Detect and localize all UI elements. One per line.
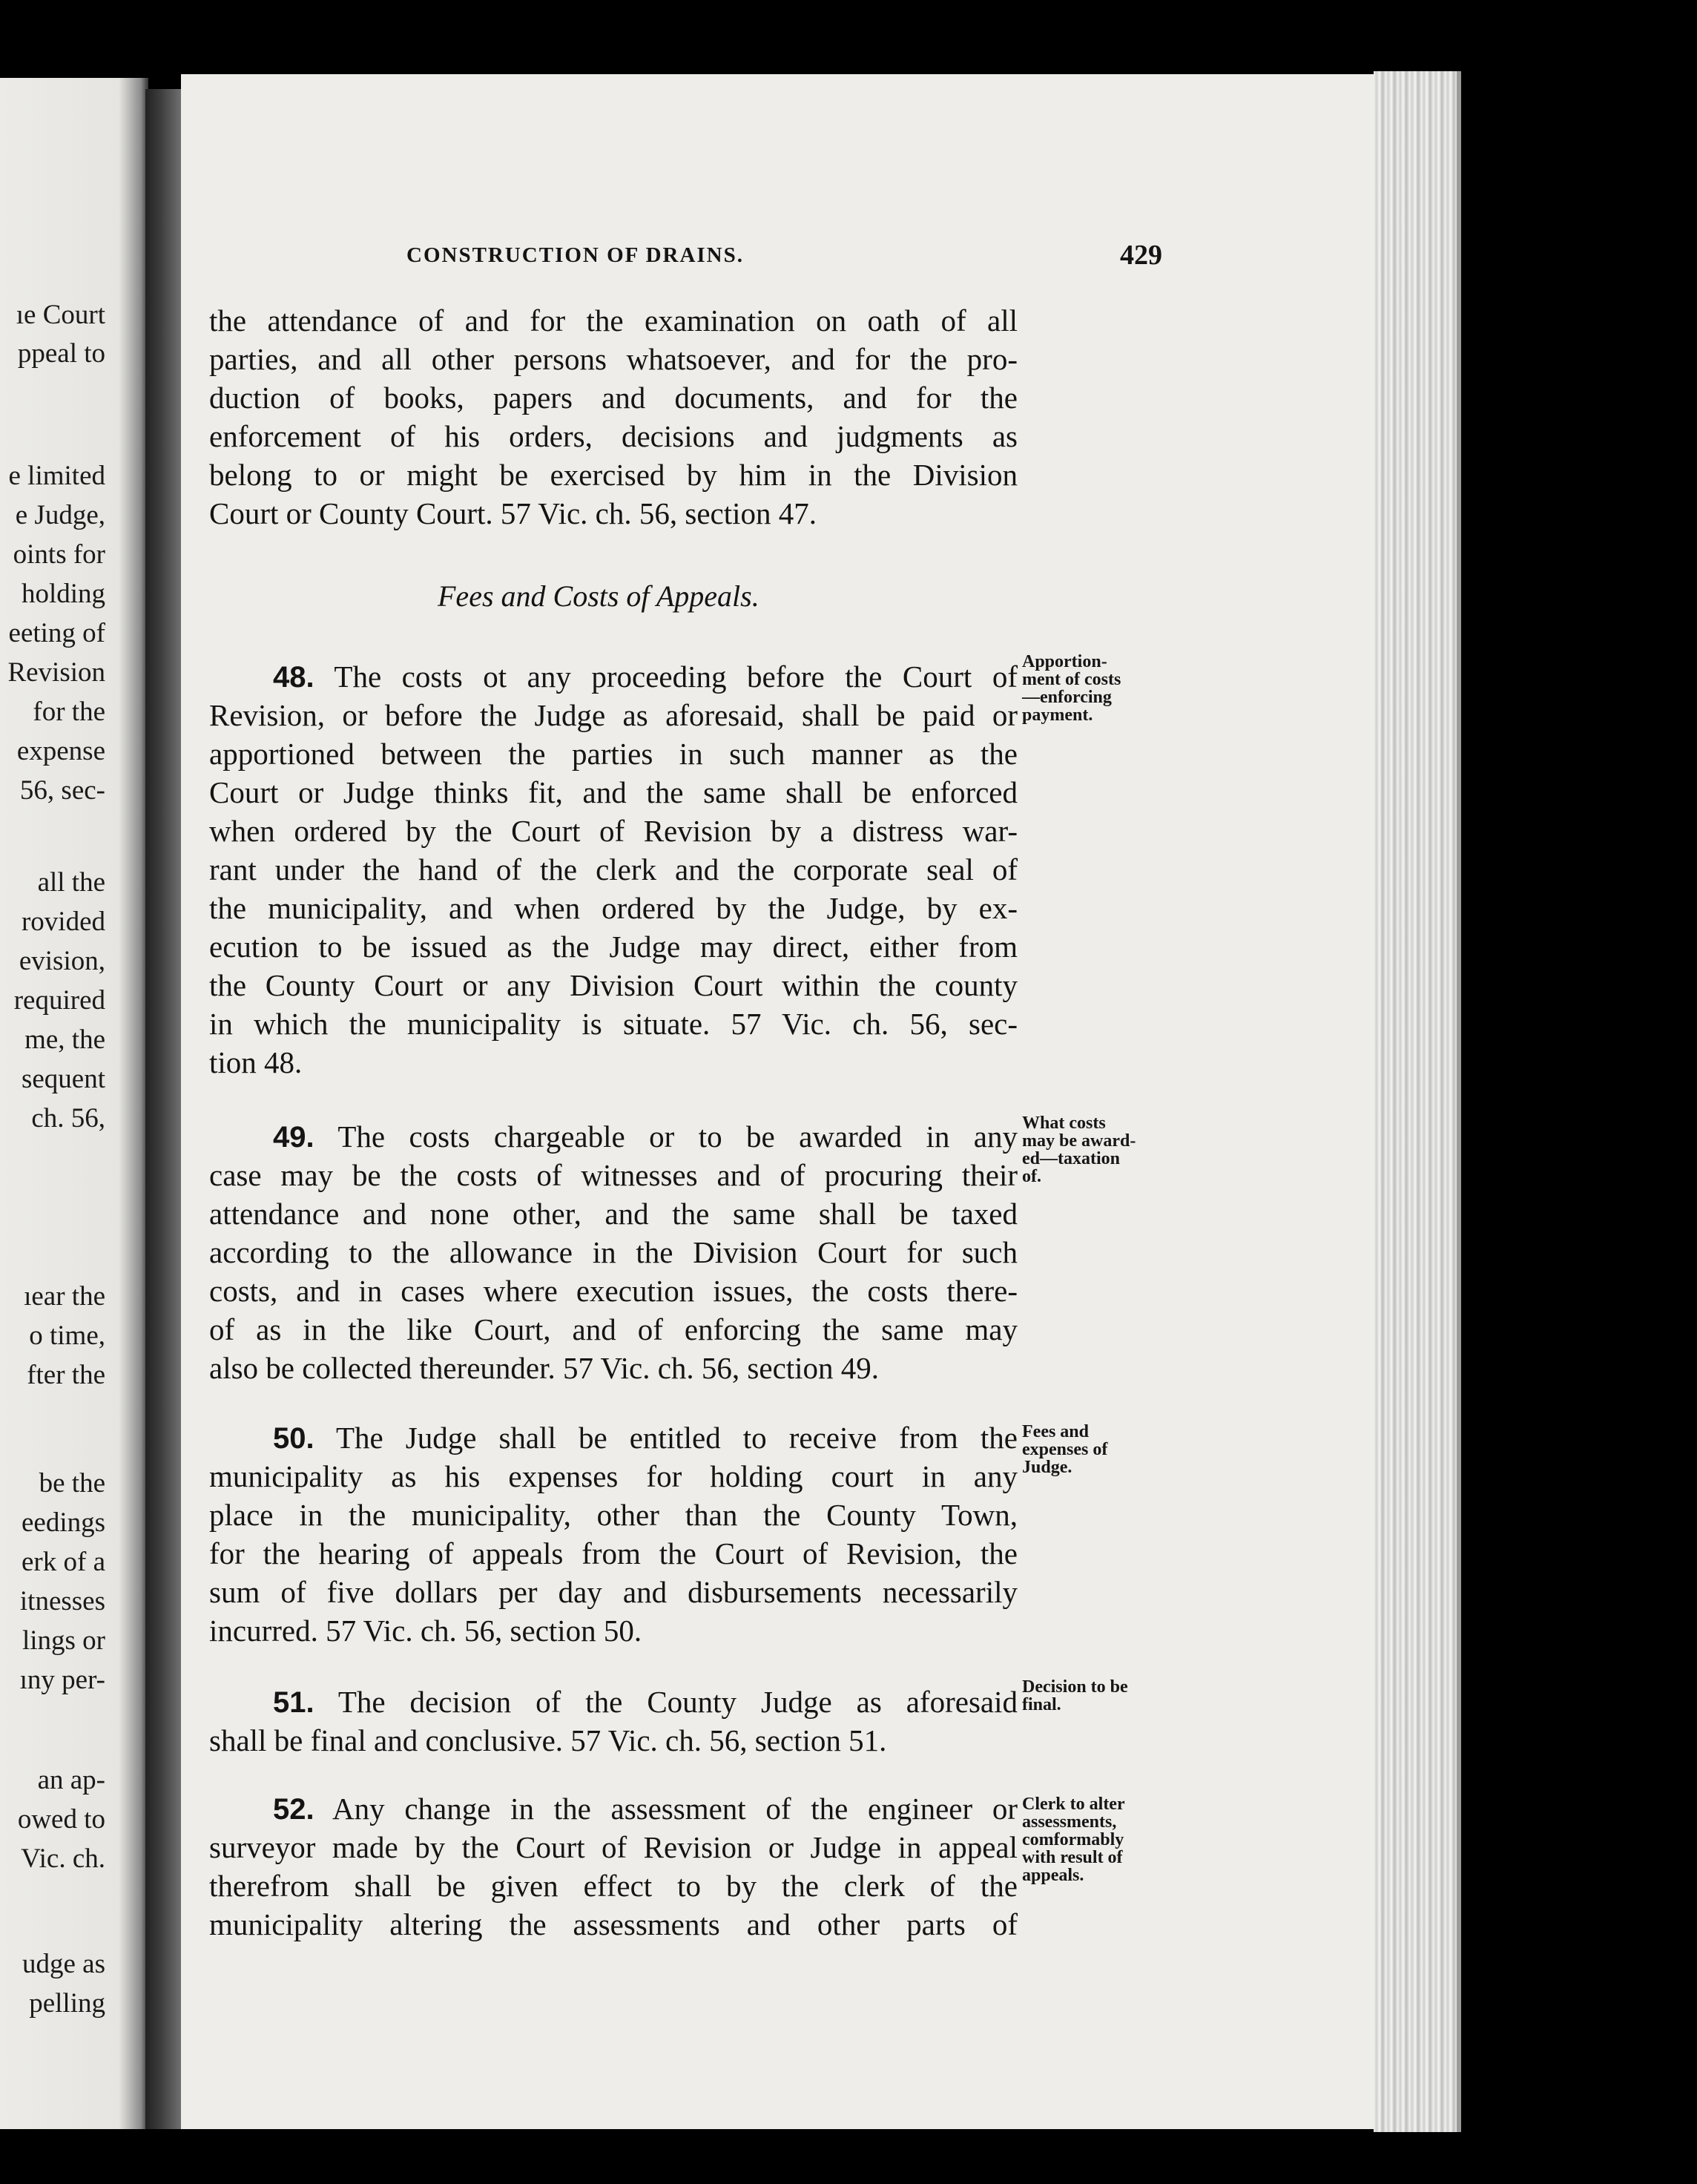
text-line: The Judge shall be entitled to receive from the: [335, 1421, 1018, 1455]
left-page-line: erk of a: [22, 1547, 105, 1577]
section-first-line: [209, 657, 1018, 696]
text-line: belong to or might be exercised by him in the Division: [209, 458, 1018, 492]
left-page-line: fter the: [27, 1360, 105, 1390]
text-line: tion 48.: [209, 1045, 303, 1079]
margin-note-line: appeals.: [1022, 1866, 1084, 1885]
left-page-line: me, the: [24, 1024, 105, 1055]
margin-note: [1022, 653, 1185, 724]
opening-paragraph: [209, 301, 1018, 533]
text-line: the attendance of and for the examination on oath of all: [209, 303, 1018, 338]
text-line: case may be the costs of witnesses and of procuring their: [209, 1158, 1018, 1192]
section-49: [209, 1117, 1018, 1387]
text-line: Court or Judge thinks fit, and the same shall be enforced: [209, 775, 1018, 809]
text-line: The decision of the County Judge as aforesaid: [337, 1685, 1018, 1719]
left-page-line: all the: [37, 867, 105, 898]
text-line: Court or County Court. 57 Vic. ch. 56, section 47.: [209, 496, 817, 530]
margin-note: [1022, 1795, 1185, 1884]
text-line: also be collected thereunder. 57 Vic. ch. 56, section 49.: [209, 1351, 880, 1385]
left-page-line: eeting of: [8, 618, 105, 648]
margin-note-line: ment of costs: [1022, 670, 1121, 689]
text-line: duction of books, papers and documents, and for the: [209, 381, 1018, 415]
text-line: The costs chargeable or to be awarded in any: [337, 1119, 1018, 1154]
left-page-line: oints for: [13, 539, 105, 570]
left-page-line: Vic. ch.: [21, 1843, 105, 1874]
left-page-line: required: [13, 985, 105, 1016]
left-page-line: expense: [16, 736, 105, 766]
text-line: enforcement of his orders, decisions and judgments as: [209, 419, 1018, 453]
margin-note-line: Fees and: [1022, 1422, 1089, 1441]
text-line: of as in the like Court, and of enforcing the same may: [209, 1312, 1018, 1346]
text-line: in which the municipality is situate. 57 Vic. ch. 56, sec-: [209, 1007, 1018, 1041]
margin-note-line: may be award-: [1022, 1131, 1136, 1151]
section-number: 48.: [273, 661, 314, 694]
text-line: incurred. 57 Vic. ch. 56, section 50.: [209, 1614, 642, 1648]
text-line: municipality altering the assessments and other parts of: [209, 1907, 1018, 1941]
margin-note: [1022, 1678, 1185, 1714]
text-line: shall be final and conclusive. 57 Vic. ch. 56, section 51.: [209, 1723, 887, 1757]
left-page-line: pelling: [29, 1988, 105, 2019]
text-line: municipality as his expenses for holding court in any: [209, 1459, 1018, 1493]
section-number: 49.: [273, 1121, 314, 1154]
section-first-line: [209, 1789, 1018, 1828]
left-page-line: o time,: [29, 1320, 105, 1351]
margin-note-line: expenses of: [1022, 1440, 1108, 1459]
text-line: attendance and none other, and the same shall be taxed: [209, 1197, 1018, 1231]
left-page-line: rovided: [21, 907, 105, 937]
left-page-line: holding: [21, 579, 105, 609]
left-page-line: e Judge,: [15, 500, 105, 530]
margin-note-line: Judge.: [1022, 1458, 1072, 1477]
margin-note-line: —enforcing: [1022, 688, 1112, 707]
left-page-line: an ap-: [37, 1765, 105, 1795]
left-page-line: sequent: [21, 1064, 105, 1094]
left-page-line: evision,: [19, 946, 105, 976]
margin-note-line: Clerk to alter: [1022, 1795, 1125, 1814]
left-page-line: for the: [33, 697, 105, 727]
section-first-line: [209, 1117, 1018, 1156]
section-48: [209, 657, 1018, 1082]
section-51: [209, 1683, 1018, 1760]
text-line: costs, and in cases where execution issues, the costs there-: [209, 1274, 1018, 1308]
text-line: when ordered by the Court of Revision by a distress war-: [209, 814, 1018, 848]
text-line: Any change in the assessment of the engineer or: [332, 1792, 1018, 1826]
margin-note-line: ed—taxation: [1022, 1149, 1120, 1168]
left-page-line: be the: [39, 1468, 105, 1499]
margin-note-line: assessments,: [1022, 1812, 1117, 1832]
left-page-line: itnesses: [19, 1586, 105, 1616]
section-first-line: [209, 1683, 1018, 1721]
margin-note-line: final.: [1022, 1695, 1061, 1714]
text-line: the County Court or any Division Court within the county: [209, 968, 1018, 1002]
left-page-line: eedings: [21, 1507, 105, 1538]
margin-note-line: comformably: [1022, 1830, 1124, 1849]
text-line: place in the municipality, other than the County Town,: [209, 1498, 1018, 1532]
page-number: 429: [1120, 240, 1162, 271]
left-page-line: ıny per-: [19, 1665, 105, 1695]
text-line: rant under the hand of the clerk and the corporate seal of: [209, 852, 1018, 887]
section-number: 51.: [273, 1686, 314, 1719]
section-50: [209, 1418, 1018, 1650]
text-line: Revision, or before the Judge as aforesaid, shall be paid or: [209, 698, 1018, 732]
margin-note: [1022, 1423, 1185, 1476]
margin-note-line: with result of: [1022, 1848, 1123, 1867]
text-line: for the hearing of appeals from the Court of Revision, the: [209, 1536, 1018, 1570]
margin-note-line: Apportion-: [1022, 652, 1107, 671]
text-line: parties, and all other persons whatsoever, and for the pro-: [209, 342, 1018, 376]
text-line: sum of five dollars per day and disbursements necessarily: [209, 1575, 1018, 1609]
left-page-line: e limited: [8, 461, 105, 491]
left-page-line: udge as: [22, 1949, 105, 1979]
left-page-line: Revision: [7, 657, 105, 688]
section-number: 52.: [273, 1793, 314, 1826]
left-page-line: ch. 56,: [31, 1103, 105, 1134]
left-page-line: owed to: [17, 1804, 105, 1835]
section-heading: Fees and Costs of Appeals.: [438, 579, 759, 613]
section-first-line: [209, 1418, 1018, 1457]
text-line: the municipality, and when ordered by the Judge, by ex-: [209, 891, 1018, 925]
margin-note-line: Decision to be: [1022, 1677, 1128, 1697]
left-page-line: ıe Court: [16, 300, 105, 330]
text-line: The costs ot any proceeding before the Court of: [334, 660, 1018, 694]
margin-note-line: What costs: [1022, 1114, 1106, 1133]
text-line: apportioned between the parties in such manner as the: [209, 737, 1018, 771]
margin-note-line: payment.: [1022, 705, 1093, 725]
text-line: ecution to be issued as the Judge may direct, either from: [209, 930, 1018, 964]
text-line: surveyor made by the Court of Revision or Judge in appeal: [209, 1830, 1018, 1864]
section-52: [209, 1789, 1018, 1944]
text-line: according to the allowance in the Division Court for such: [209, 1235, 1018, 1269]
running-header: CONSTRUCTION OF DRAINS.: [406, 243, 745, 267]
margin-note-line: of.: [1022, 1167, 1041, 1186]
left-page-line: ppeal to: [17, 338, 105, 369]
margin-note: [1022, 1114, 1185, 1185]
section-number: 50.: [273, 1422, 314, 1455]
left-page-line: lings or: [22, 1625, 105, 1656]
text-line: therefrom shall be given effect to by the clerk of the: [209, 1869, 1018, 1903]
left-page-line: 56, sec-: [19, 775, 105, 806]
left-page-line: ıear the: [24, 1281, 105, 1312]
